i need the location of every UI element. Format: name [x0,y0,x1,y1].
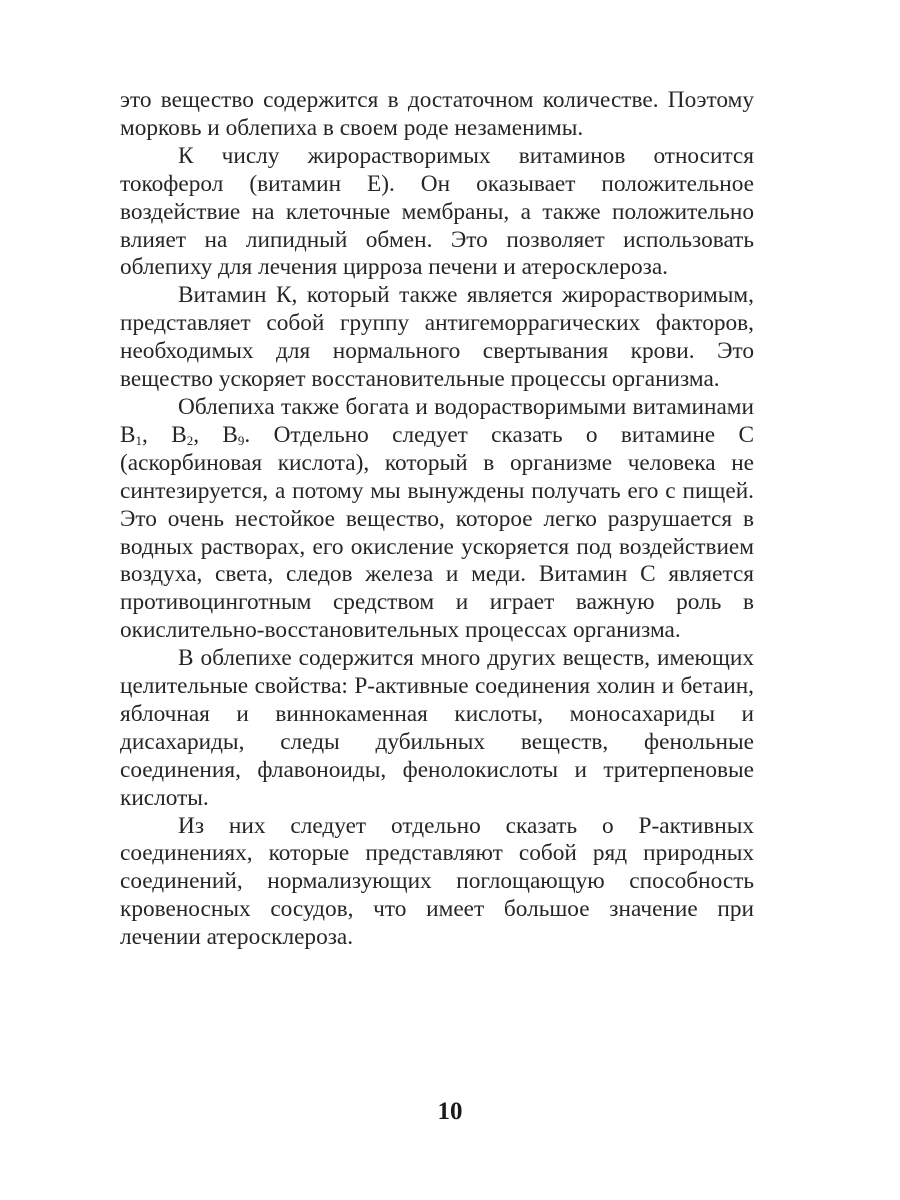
paragraph-other-substances: В облепихе содержится много других веществ, имеющих целительные свойства: Р-активные соединения холин и бетаин, яблочная и виннокаменная кислоты, моносахариды и дисахариды, следы дубильных веществ, фенольные соединения, флавоноиды, фенолокислоты и тритерпеновые кислоты. [120,645,754,811]
page-number: 10 [437,1098,463,1125]
vitamin-b-separator-1: , В [142,421,187,448]
paragraph-continuation: это вещество содержится в достаточном количестве. Поэтому морковь и облепиха в своем роде незаменимы. [120,87,754,141]
vitamin-b-separator-2: , В [193,421,238,448]
vitamin-b1-subscript: 1 [135,432,143,448]
vitamin-c-text: . Отдельно следует сказать о витамине С (аскорбиновая кислота), который в организме человека не синтезируется, а потому мы вынуждены получать его с пищей. Это очень нестойкое вещество, которое легко разрушается в водных растворах, его окисление ускоряется под воздействием воздуха, света, следов железа и меди. Витамин С является противоцинготным средством и играет важную роль в окислительно-восстановительных процессах организма. [120,421,754,644]
paragraph-vitamin-b-c [120,394,754,645]
paragraph-vitamin-k: Витамин К, который также является жирорастворимым, представляет собой группу антигеморрагических факторов, необходимых для нормального свертывания крови. Это вещество ускоряет восстановительные процессы организма. [120,282,754,393]
vitamin-b2-subscript: 2 [186,432,194,448]
paragraph-p-active: Из них следует отдельно сказать о Р-активных соединениях, которые представляют собой ряд природных соединений, нормализующих поглощающую способность кровеносных сосудов, что имеет большое значение при лечении атеросклероза. [120,812,754,951]
vitamin-b-intro: Облепиха также богата и водорастворимыми витаминами В [120,393,754,448]
body-text [120,87,754,952]
paragraph-tocopherol: К числу жирорастворимых витаминов относится токоферол (витамин Е). Он оказывает положительное воздействие на клеточные мембраны, а также положительно влияет на липидный обмен. Это позволяет использовать облепиху для лечения цирроза печени и атеросклероза. [120,142,754,281]
vitamin-b9-subscript: 9 [237,432,245,448]
